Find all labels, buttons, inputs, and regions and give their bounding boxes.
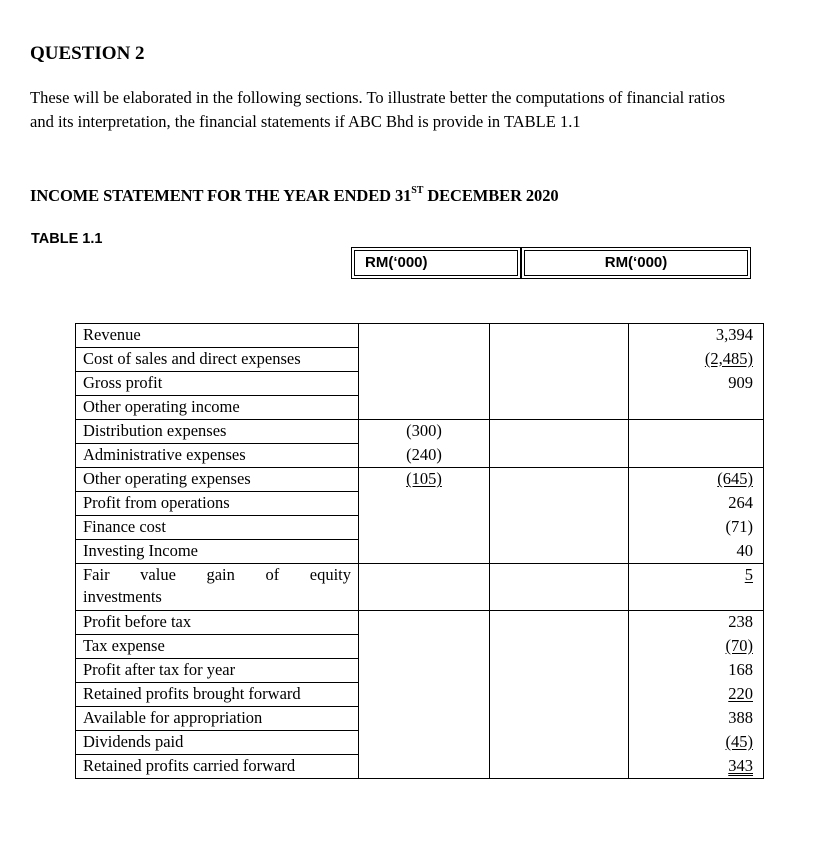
table-row xyxy=(76,540,764,564)
row-label-administrative-expenses: Administrative expenses xyxy=(76,444,359,468)
row-label-finance-cost: Finance cost xyxy=(76,516,359,540)
income-statement-table xyxy=(75,323,764,779)
table-row xyxy=(76,611,764,635)
table-row xyxy=(76,564,764,611)
total-profit-from-operations: 264 xyxy=(629,492,764,516)
total-revenue: 3,394 xyxy=(629,324,764,348)
amount-distribution-expenses: (300) xyxy=(359,420,490,444)
column-header-1: RM(‘000) xyxy=(351,247,521,279)
row-label-other-operating-income: Other operating income xyxy=(76,396,359,420)
row-label-profit-before-tax: Profit before tax xyxy=(76,611,359,635)
row-label-investing-income: Investing Income xyxy=(76,540,359,564)
amount-other-operating-expenses: (105) xyxy=(406,469,442,488)
table-row xyxy=(76,324,764,348)
row-label-profit-after-tax: Profit after tax for year xyxy=(76,659,359,683)
total-fair-value-gain: 5 xyxy=(744,565,753,584)
table-row xyxy=(76,492,764,516)
question-title: QUESTION 2 xyxy=(30,43,145,64)
statement-heading: INCOME STATEMENT FOR THE YEAR ENDED 31ST DECEMBER 2020 xyxy=(30,184,559,205)
column-header-2: RM(‘000) xyxy=(521,247,751,279)
intro-line-2: and its interpretation, the financial statements if ABC Bhd is provide in TABLE 1.1 xyxy=(30,112,581,131)
row-label-retained-bf: Retained profits brought forward xyxy=(76,683,359,707)
total-gross-profit: 909 xyxy=(629,372,764,396)
row-label-profit-from-operations: Profit from operations xyxy=(76,492,359,516)
row-label-revenue: Revenue xyxy=(76,324,359,348)
total-finance-cost: (71) xyxy=(629,516,764,540)
table-row xyxy=(76,731,764,755)
row-label-available: Available for appropriation xyxy=(76,707,359,731)
total-available: 388 xyxy=(629,707,764,731)
row-label-gross-profit: Gross profit xyxy=(76,372,359,396)
row-label-distribution-expenses: Distribution expenses xyxy=(76,420,359,444)
table-label: TABLE 1.1 xyxy=(31,231,103,247)
row-label-other-operating-expenses: Other operating expenses xyxy=(76,468,359,492)
table-row xyxy=(76,420,764,444)
total-retained-cf: 343 xyxy=(728,755,753,775)
table-row xyxy=(76,635,764,659)
intro-line-1: These will be elaborated in the following sections. To illustrate better the computations of financial ratios xyxy=(30,88,726,107)
table-row xyxy=(76,659,764,683)
table-row xyxy=(76,755,764,779)
row-label-fair-value-gain: Fair value gain of equity investments xyxy=(76,564,359,611)
row-label-dividends: Dividends paid xyxy=(76,731,359,755)
row-label-tax-expense: Tax expense xyxy=(76,635,359,659)
table-row xyxy=(76,707,764,731)
row-label-cost-of-sales: Cost of sales and direct expenses xyxy=(76,348,359,372)
table-row xyxy=(76,372,764,396)
table-row xyxy=(76,516,764,540)
table-row xyxy=(76,396,764,420)
total-investing-income: 40 xyxy=(629,540,764,564)
total-profit-before-tax: 238 xyxy=(629,611,764,635)
table-row xyxy=(76,683,764,707)
total-retained-bf: 220 xyxy=(728,683,753,703)
row-label-retained-cf: Retained profits carried forward xyxy=(76,755,359,779)
total-cost-of-sales: (2,485) xyxy=(704,348,753,368)
table-row xyxy=(76,468,764,492)
table-row xyxy=(76,348,764,372)
amount-administrative-expenses: (240) xyxy=(359,444,490,468)
total-tax-expense: (70) xyxy=(725,635,753,655)
total-profit-after-tax: 168 xyxy=(629,659,764,683)
total-other-operating-expenses: (645) xyxy=(717,469,753,488)
total-dividends: (45) xyxy=(725,731,753,751)
table-row xyxy=(76,444,764,468)
